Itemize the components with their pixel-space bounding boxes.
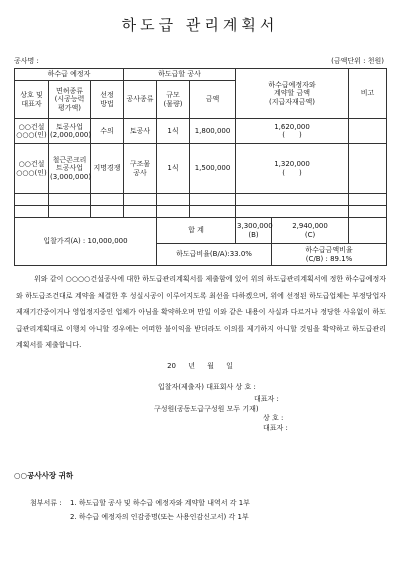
bidder-representative-line: 대표자 : [254,395,279,403]
cell-name [15,194,49,206]
total-amount: 3,300,000 (B) [236,218,272,244]
bidder-company-line: 입찰자(제출자) 대표회사 상 호 : [158,383,256,391]
cell-amount [190,206,236,218]
cell-license: 토공사업 (2,000,000) [49,119,91,144]
cell-remarks [349,144,387,194]
header-method: 선정 방법 [91,81,124,119]
cell-work-type: 토공사 [124,119,157,144]
cell-license: 철근콘크리 트공사업 (3,000,000) [49,144,91,194]
pledge-paragraph: 위와 같이 ○○○○건설공사에 대한 하도급관리계획서를 제출함에 있어 위의 하도급관리계획서에 정한 하수급예정자와 하도급조건대로 계약을 체결한 후 성실시공이 이루어지도록 최선을 다하겠으며, 위에 선정된 하도급업체는 부정당업자 제재기간중이거나 영업정지중인 업체가 아님을 확약하오며 만일 이와 같은 내용이 사실과 다르거나 정당한 사유없이 하도급관리계획대로 이행치 아니할 경우에는 어떠한 불이익을 받더라도 이의를 제기하지 아니할 것임을 확약하고 하도급관리계획서를 제출합니다. [16,275,386,349]
header-work-group: 하도급할 공사 [124,69,236,81]
cell-license [49,194,91,206]
subcontract-ratio: 하도급비율(B/A):33.0% [157,244,272,266]
cell-amount: 1,500,000 [190,144,236,194]
header-contract-amount: 하수급예정자와 계약할 금액 (지급자재금액) [236,69,349,119]
cell-name: ○○건설 ○○○(인) [15,119,49,144]
header-contractor-group: 하수급 예정자 [15,69,124,81]
cell-contract [236,194,349,206]
total-row [15,218,387,244]
addressee: ○○공사사장 귀하 [14,471,74,480]
total-label: 합 계 [157,218,236,244]
project-name-label: 공사명 : [14,57,39,65]
attachments-label: 첨부서류 : [30,499,62,507]
cell-work-type [124,194,157,206]
cell-contract: 1,620,000 ( ) [236,119,349,144]
cell-work-type: 구조물 공사 [124,144,157,194]
members-company-line: 상 호 : [263,414,284,422]
cell-remarks [349,119,387,144]
total-contract: 2,940,000 (C) [272,218,349,244]
attachment-item-2: 2. 하수급 예정자의 인감증명(또는 사용인감신고서) 각 1부 [70,513,249,521]
cell-scale [157,206,190,218]
header-remarks: 비고 [349,69,387,119]
cell-name: ○○건설 ○○○(인) [15,144,49,194]
cell-work-type [124,206,157,218]
contract-amount-ratio: 하수급금액비율 (C/B) : 89.1% [272,244,387,266]
attachment-item-1: 1. 하도급할 공사 및 하수급 예정자와 계약할 내역서 각 1부 [70,499,250,507]
cell-license [49,206,91,218]
cell-remarks [349,206,387,218]
cell-method: 수의 [91,119,124,144]
header-work-type: 공사종류 [124,81,157,119]
cell-contract: 1,320,000 ( ) [236,144,349,194]
cell-contract [236,206,349,218]
amount-unit-label: (금액단위 : 천원) [331,57,384,65]
document-title: 하도급 관리계획서 [121,16,279,34]
header-scale: 규모 (물량) [157,81,190,119]
cell-method: 지명경쟁 [91,144,124,194]
members-line: 구성원(공동도급구성원 모두 기재) [154,405,259,413]
cell-method [91,206,124,218]
subcontract-plan-table [14,68,387,266]
table-row [15,206,387,218]
cell-method [91,194,124,206]
cell-amount [190,194,236,206]
bid-price: 입찰가격(A) : 10,000,000 [15,218,157,266]
cell-name [15,206,49,218]
members-representative-line: 대표자 : [263,424,288,432]
table-row [15,119,387,144]
table-row [15,144,387,194]
cell-scale [157,194,190,206]
submission-date: 20 년 월 일 [167,362,233,370]
header-name: 상호 및 대표자 [15,81,49,119]
cell-scale: 1식 [157,144,190,194]
table-row [15,194,387,206]
cell-scale: 1식 [157,119,190,144]
header-amount: 금액 [190,81,236,119]
header-license: 면허종류 (시공능력 평가액) [49,81,91,119]
cell-amount: 1,800,000 [190,119,236,144]
cell-remarks [349,194,387,206]
